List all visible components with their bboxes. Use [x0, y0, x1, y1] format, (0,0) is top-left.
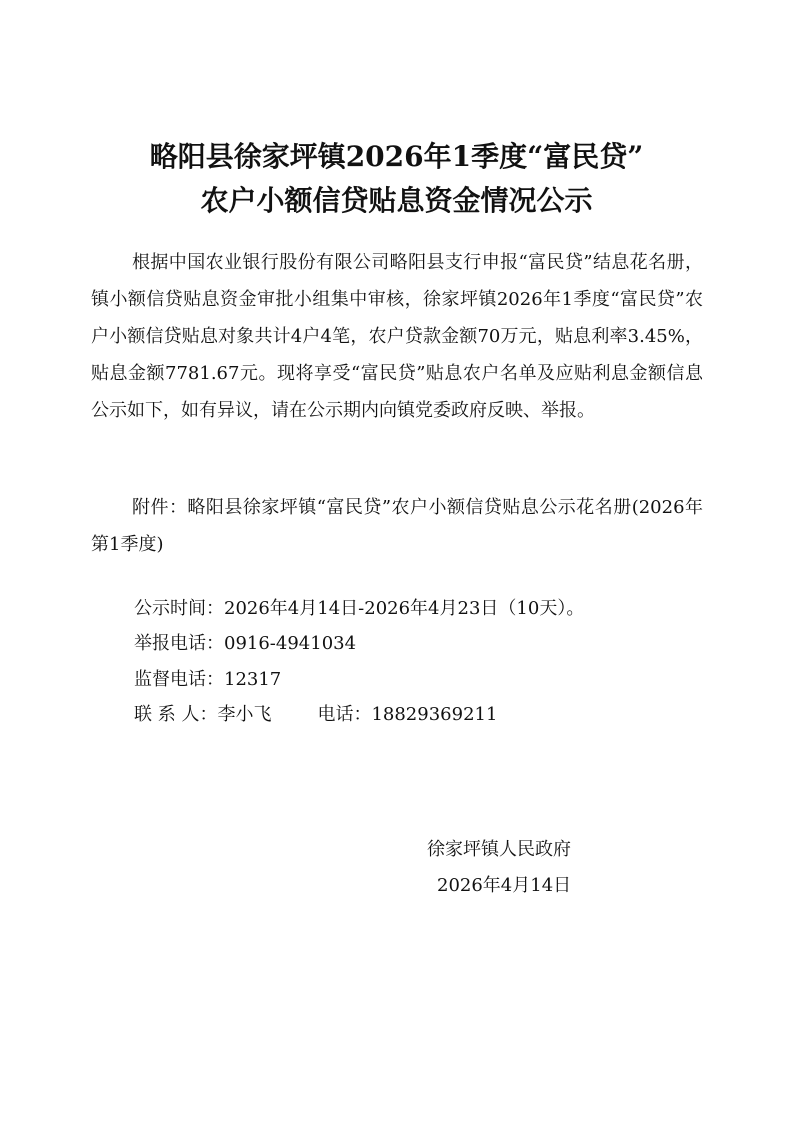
announcement-paragraph: 根据中国农业银行股份有限公司略阳县支行申报“富民贷”结息花名册，镇小额信贷贴息资金审批小组集中审核，徐家坪镇2026年1季度“富民贷”农户小额信贷贴息对象共计4户4笔，农户贷款金额70万元，贴息利率3.45%，贴息金额7781.67元。现将享受“富民贷”贴息农户名单及应贴利息金额信息公示如下，如有异议，请在公示期内向镇党委政府反映、举报。 — [91, 252, 703, 421]
notice-period: 公示时间：2026年4月14日-2026年4月23日（10天）。 — [134, 598, 585, 619]
supervision-phone: 监督电话：12317 — [134, 669, 282, 690]
issuing-authority: 徐家坪镇人民政府 — [427, 839, 571, 860]
attachment-note: 附件：略阳县徐家坪镇“富民贷”农户小额信贷贴息公示花名册(2026年第1季度) — [91, 497, 703, 555]
document-title-line-1: 略阳县徐家坪镇2026年1季度“富民贷” — [149, 140, 644, 173]
issue-date: 2026年4月14日 — [437, 875, 572, 896]
document-title-line-2: 农户小额信贷贴息资金情况公示 — [200, 184, 593, 217]
contact-line — [134, 700, 497, 730]
contact-person: 联 系 人：李小飞 — [134, 704, 272, 725]
contact-phone: 电话：18829369211 — [317, 704, 498, 725]
report-phone: 举报电话：0916-4941034 — [134, 633, 357, 654]
